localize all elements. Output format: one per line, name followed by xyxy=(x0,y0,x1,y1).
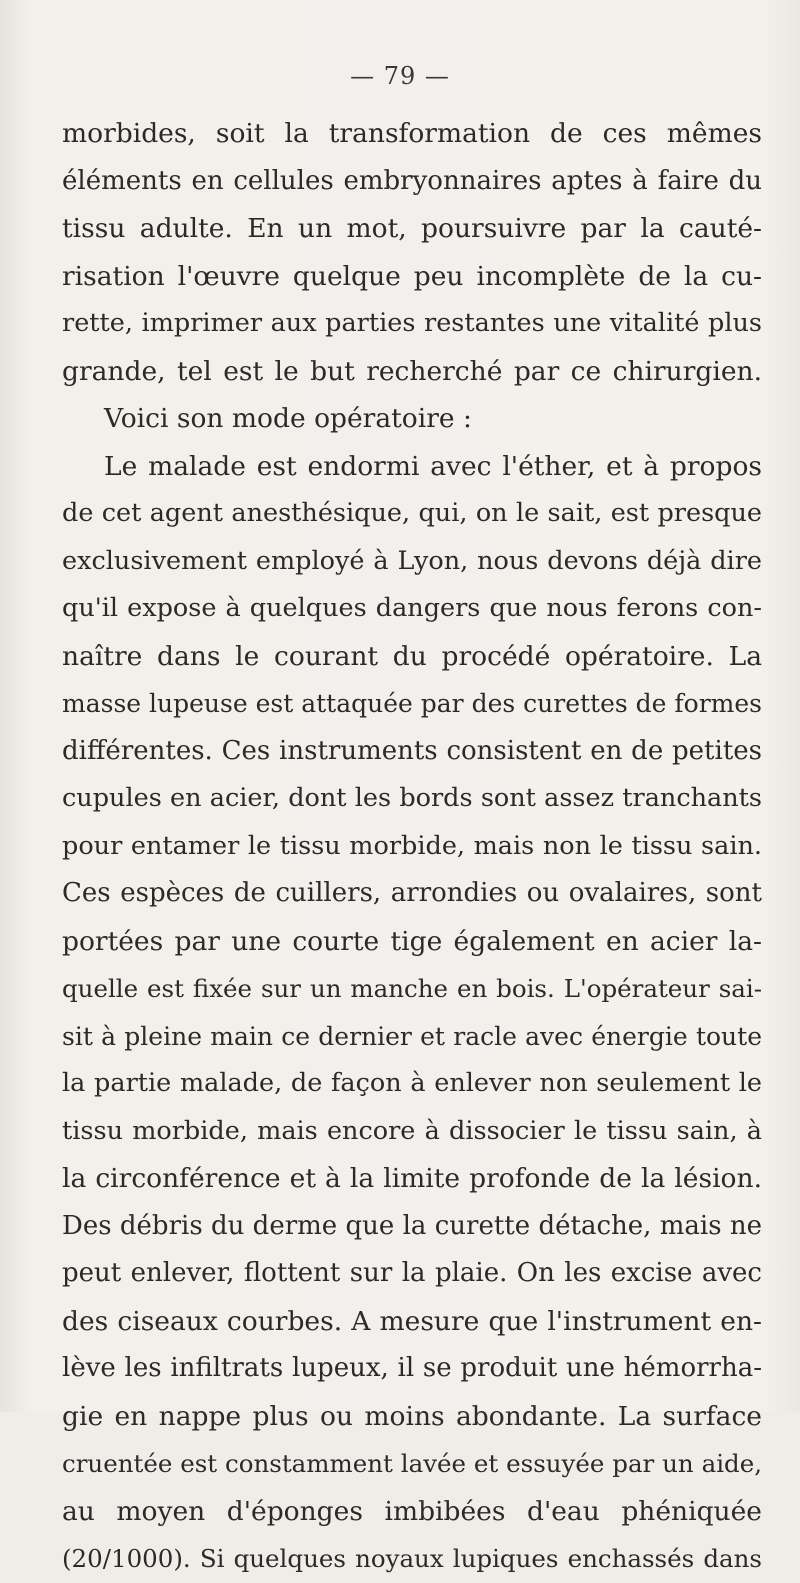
text-line: peut enlever, flottent sur la plaie. On les excise avec xyxy=(62,1258,762,1288)
text-line: Des débris du derme que la curette détache, mais ne xyxy=(62,1210,762,1241)
text-line: différentes. Ces instruments consistent en de petites xyxy=(62,735,762,766)
text-line: qu'il expose à quelques dangers que nous ferons con- xyxy=(62,593,762,623)
text-line: morbides, soit la transformation de ces mêmes xyxy=(62,118,762,149)
text-line: gie en nappe plus ou moins abondante. La surface xyxy=(62,1400,762,1432)
text-line: Ces espèces de cuillers, arrondies ou ovalaires, sont xyxy=(62,878,762,908)
text-line: tissu adulte. En un mot, poursuivre par la cauté- xyxy=(62,213,762,244)
text-line: éléments en cellules embryonnaires aptes à faire du xyxy=(62,165,762,196)
text-line: (20/1000). Si quelques noyaux lupiques enchassés dans xyxy=(62,1544,762,1573)
text-line: quelle est fixée sur un manche en bois. L'opérateur sai- xyxy=(62,974,762,1003)
text-line: lève les infiltrats lupeux, il se produit une hémorrha- xyxy=(62,1353,762,1383)
text-line: portées par une courte tige également en acier la- xyxy=(62,925,762,957)
text-line: sit à pleine main ce dernier et racle avec énergie toute xyxy=(62,1021,762,1051)
text-line: tissu morbide, mais encore à dissocier le tissu sain, à xyxy=(62,1115,762,1146)
text-line: cruentée est constamment lavée et essuyée par un aide, xyxy=(62,1449,762,1478)
text-line: exclusivement employé à Lyon, nous devons déjà dire xyxy=(62,545,762,576)
text-line: au moyen d'éponges imbibées d'eau phéniquée xyxy=(62,1495,762,1527)
text-line: risation l'œuvre quelque peu incomplète de la cu- xyxy=(62,260,762,292)
text-line: la partie malade, de façon à enlever non seulement le xyxy=(62,1068,762,1098)
text-line: cupules en acier, dont les bords sont assez tranchants xyxy=(62,783,762,813)
text-line: pour entamer le tissu morbide, mais non le tissu sain. xyxy=(62,830,762,861)
text-line: grande, tel est le but recherché par ce chirurgien. xyxy=(62,355,762,387)
body-text xyxy=(62,110,762,1583)
text-line: rette, imprimer aux parties restantes une vitalité plus xyxy=(62,308,762,338)
text-line: de cet agent anesthésique, qui, on le sait, est presque xyxy=(62,498,762,528)
text-line: des ciseaux courbes. A mesure que l'instrument en- xyxy=(62,1305,762,1337)
text-line: Le malade est endormi avec l'éther, et à propos xyxy=(104,450,762,482)
text-line: la circonférence et à la limite profonde de la lésion. xyxy=(62,1163,762,1194)
text-line: masse lupeuse est attaquée par des curettes de formes xyxy=(62,689,762,718)
page-number: — 79 — xyxy=(350,62,450,90)
text-line: Voici son mode opératoire : xyxy=(104,403,472,434)
text-line: naître dans le courant du procédé opératoire. La xyxy=(62,640,762,672)
